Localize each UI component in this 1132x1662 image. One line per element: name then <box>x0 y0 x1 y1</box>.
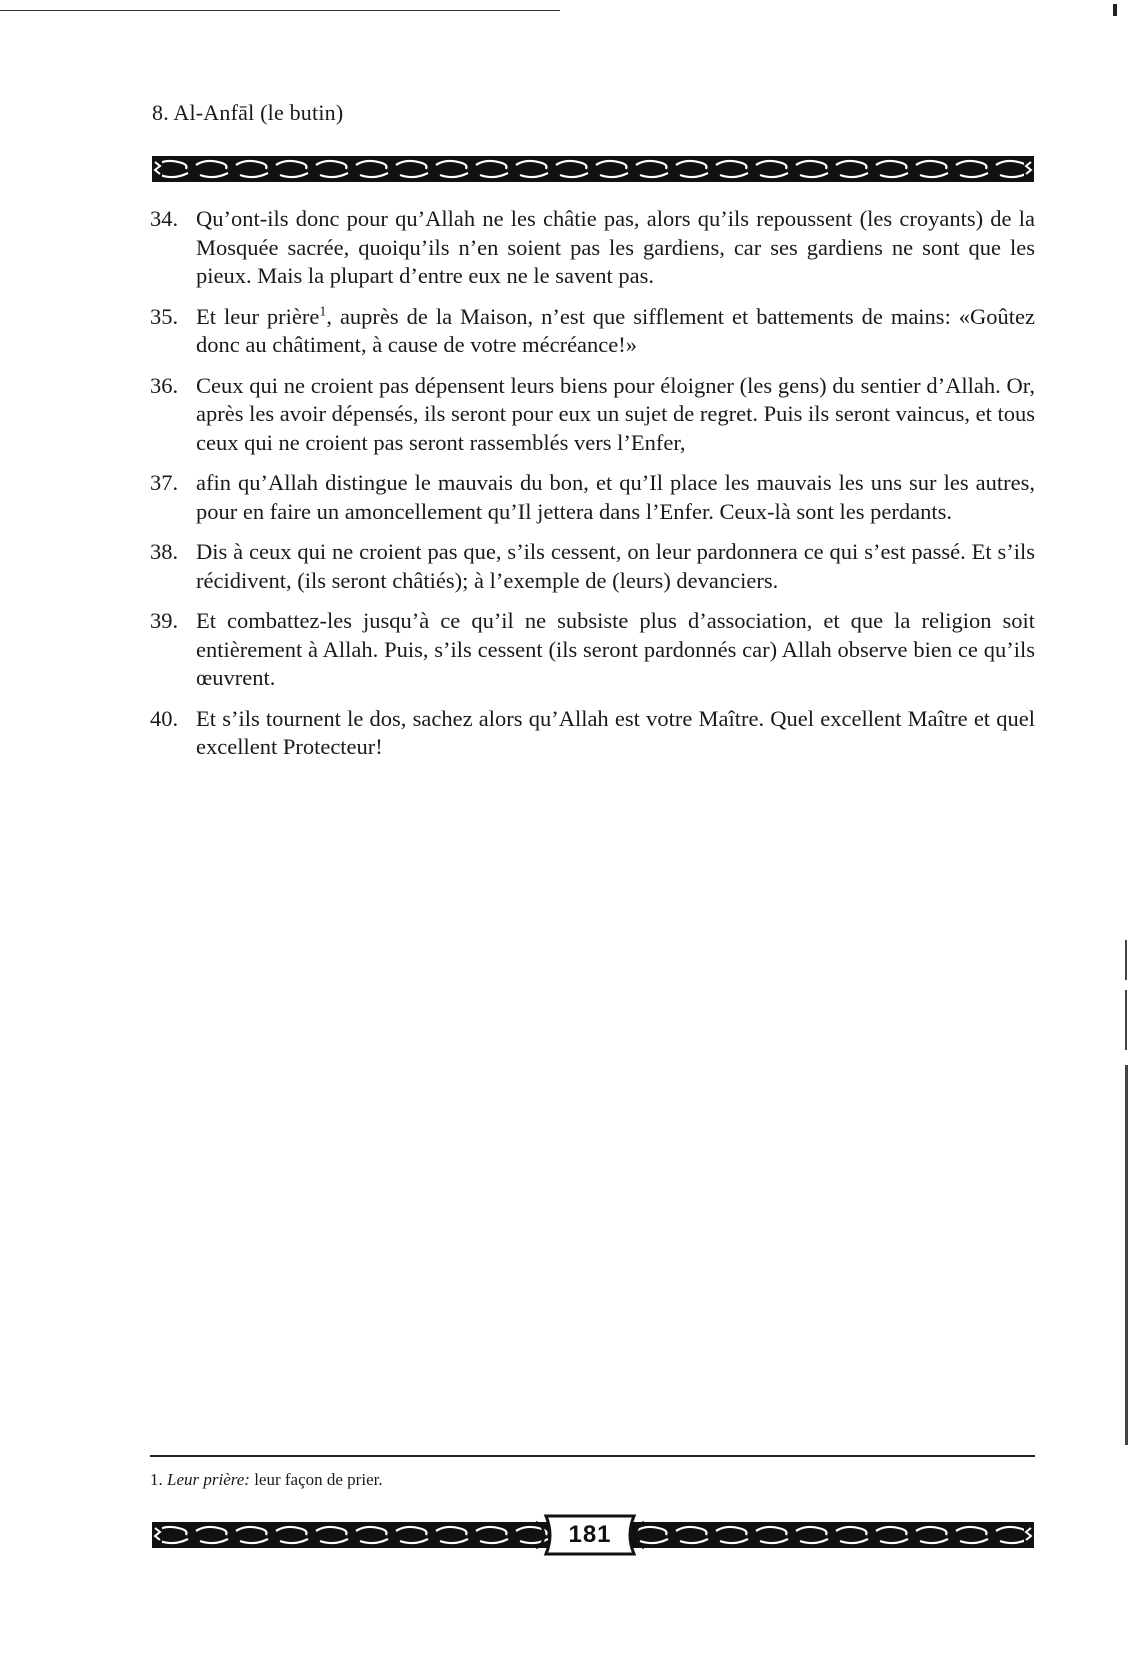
scan-top-rule <box>0 10 560 11</box>
footnote-divider <box>150 1455 1035 1457</box>
verse-text-part: Et leur prière <box>196 303 320 329</box>
verse-text: Et combattez-les jusqu’à ce qu’il ne subsiste plus d’association, et que la religion soit entièrement à Allah. Puis, s’ils cessent (ils seront pardonnés car) Allah observe bien ce qu’ils œuvrent. <box>196 608 1035 690</box>
verse-item <box>150 705 1035 762</box>
verse-text: afin qu’Allah distingue le mauvais du bon, et qu’Il place les mauvais les uns sur les autres, pour en faire un amoncellement qu’Il jettera dans l’Enfer. Ceux-là sont les perdants. <box>196 470 1035 524</box>
verse-text <box>196 303 1035 360</box>
verse-item <box>150 205 1035 291</box>
footnote-term: Leur prière: <box>167 1470 250 1489</box>
footnote-reference: 1 <box>319 304 327 319</box>
scan-edge-mark <box>1125 1065 1128 1445</box>
footnote <box>150 1470 383 1490</box>
verse-item <box>150 607 1035 693</box>
verse-item <box>150 538 1035 595</box>
verse-number: 35. <box>150 303 179 329</box>
verse-number: 39. <box>150 608 179 633</box>
verse-item <box>150 469 1035 526</box>
verse-number: 38. <box>150 539 179 564</box>
verse-text-part: , auprès de la Maison, n’est que sifflement et battements de mains: «Goûtez donc au châtiment, à cause de votre mécréance!» <box>196 303 1035 357</box>
verse-number: 37. <box>150 470 179 495</box>
verse-text: Et s’ils tournent le dos, sachez alors qu’Allah est votre Maître. Quel excellent Maître et quel excellent Protecteur! <box>196 705 1035 759</box>
verse-item <box>150 372 1035 458</box>
footnote-definition: leur façon de prier. <box>254 1470 383 1489</box>
scan-edge-mark <box>1125 940 1127 980</box>
verse-text: Ceux qui ne croient pas dépensent leurs biens pour éloigner (les gens) du sentier d’Allah. Or, après les avoir dépensés, ils seront pour eux un sujet de regret. Puis ils seront vaincus, et tous ceux qui ne croient pas seront rassemblés vers l’Enfer, <box>196 372 1035 455</box>
verse-number: 40. <box>150 705 179 731</box>
scan-edge-mark <box>1125 990 1127 1050</box>
scan-corner-mark <box>1113 4 1117 16</box>
page-number-badge <box>530 1512 650 1558</box>
verse-number: 36. <box>150 372 179 398</box>
verse-text: Qu’ont-ils donc pour qu’Allah ne les châtie pas, alors qu’ils repoussent (les croyants) de la Mosquée sacrée, quoiqu’ils n’en soient pas les gardiens, car ses gardiens ne sont que les pieux. Mais la plupart d’entre eux ne le savent pas. <box>196 206 1035 288</box>
page-number: 181 <box>568 1521 612 1548</box>
verse-item <box>150 303 1035 360</box>
chapter-title: 8. Al-Anfāl (le butin) <box>152 100 344 125</box>
ornament-band-top <box>152 156 1034 182</box>
verse-text: Dis à ceux qui ne croient pas que, s’ils cessent, on leur pardonnera ce qui s’est passé. Et s’ils récidivent, (ils seront châtiés); à l’exemple de (leurs) devanciers. <box>196 539 1035 593</box>
verse-number: 34. <box>150 206 179 231</box>
footnote-number: 1. <box>150 1470 163 1489</box>
ornament-chain-pattern <box>152 156 1034 182</box>
verse-list <box>150 205 1035 774</box>
